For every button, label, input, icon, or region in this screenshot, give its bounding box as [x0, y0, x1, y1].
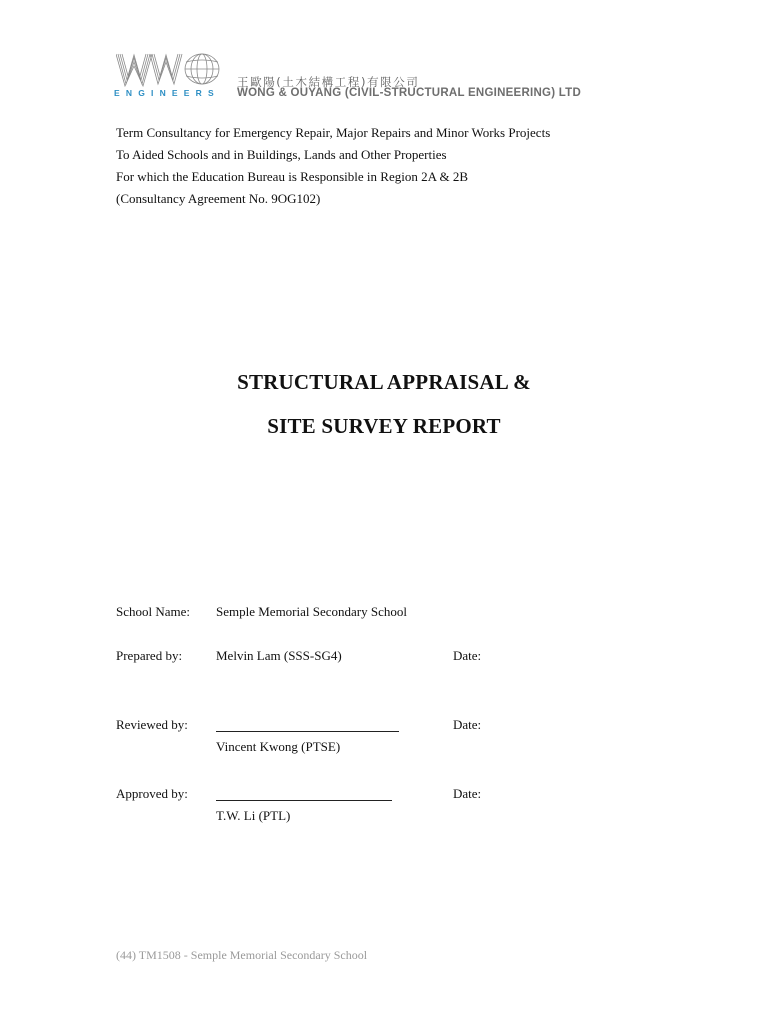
project-line: For which the Education Bureau is Responsible in Region 2A & 2B	[116, 169, 469, 184]
project-line: To Aided Schools and in Buildings, Lands and Other Properties	[116, 147, 447, 162]
report-title-line2: SITE SURVEY REPORT	[267, 414, 501, 438]
logo-caption: ENGINEERS	[114, 88, 220, 98]
approved-by-name: T.W. Li (PTL)	[216, 808, 291, 823]
project-description	[116, 122, 550, 210]
company-name-english: WONG & OUYANG (CIVIL-STRUCTURAL ENGINEERING) LTD	[237, 87, 582, 99]
page-footer: (44) TM1508 - Semple Memorial Secondary School	[116, 948, 368, 962]
company-name-chinese: 王歐陽(土木結構工程)有限公司	[237, 75, 420, 89]
school-name-label: School Name:	[116, 604, 191, 619]
reviewed-by-label: Reviewed by:	[116, 717, 188, 732]
prepared-by-label: Prepared by:	[116, 648, 183, 663]
reviewed-by-name: Vincent Kwong (PTSE)	[216, 739, 341, 754]
company-logo	[114, 50, 224, 100]
prepared-date-label: Date:	[453, 648, 482, 663]
project-line: (Consultancy Agreement No. 9OG102)	[116, 191, 321, 206]
school-name-value: Semple Memorial Secondary School	[216, 604, 407, 619]
project-line: Term Consultancy for Emergency Repair, Major Repairs and Minor Works Projects	[116, 125, 551, 140]
reviewed-date-label: Date:	[453, 717, 482, 732]
report-title-line1: STRUCTURAL APPRAISAL &	[237, 370, 531, 394]
wo-logo-icon	[116, 52, 222, 88]
reviewed-signature-line	[216, 731, 399, 732]
approved-date-label: Date:	[453, 786, 482, 801]
prepared-by-value: Melvin Lam (SSS-SG4)	[216, 648, 342, 663]
approved-signature-line	[216, 800, 392, 801]
approved-by-label: Approved by:	[116, 786, 188, 801]
letterhead	[114, 50, 654, 102]
